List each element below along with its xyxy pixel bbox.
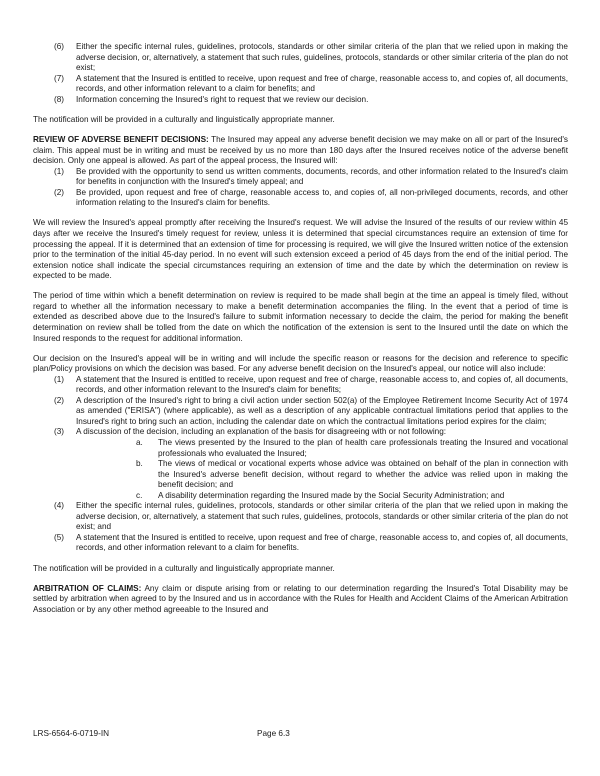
- list-item-text: Either the specific internal rules, guidelines, protocols, standards or other similar criteria of the plan that we relied upon in making the adverse decision, or, alternatively, a statement that such rules, guidelines, protocols, standards or other similar criteria of the plan do not exist;: [76, 42, 568, 73]
- list-marker: (7): [54, 73, 65, 83]
- paragraph-spacer: [33, 209, 568, 219]
- continued-numbered-list: [54, 42, 568, 105]
- list-marker: (2): [54, 395, 65, 405]
- list-marker: (1): [54, 374, 65, 384]
- list-item-text: A description of the Insured's right to bring a civil action under section 502(a) of the Employee Retirement Income Security Act of 1974 as amended ("ERISA") (where applicable), as well as a description of any applicable contractual limitations period that applies to the Insured's right to bring such an action, including the calendar date on which the contractual limitations period expires for the claim;: [76, 395, 568, 426]
- notification-paragraph-1: The notification will be provided in a culturally and linguistically appropriate manner.: [33, 114, 335, 124]
- decision-notice-list: [54, 375, 568, 554]
- list-item: [54, 74, 568, 95]
- review-appeal-list: [54, 167, 568, 209]
- review-section-intro-text: The Insured may appeal any adverse benefit decision we may make on all or part of the Insured's claim. This appeal must be in writing and must be received by us no more than 180 days after the Insured receives notice of the adverse benefit decision. Only one appeal is allowed. As part of the appeal process, the Insured will:: [33, 135, 568, 166]
- paragraph-spacer: [33, 105, 568, 115]
- arbitration-section-heading: ARBITRATION OF CLAIMS:: [33, 583, 142, 593]
- list-item: [54, 501, 568, 533]
- review-timing-paragraph: We will review the Insured's appeal promptly after receiving the Insured's request. We will advise the Insured of the results of our review within 45 days after we receive the Insured's timely request for review, unless it is determined that special circumstances require an extension of time for processing the appeal. If it is determined that an extension of time for processing is required, we will give the Insured written notice of the extension prior to the termination of the initial 45-day period. In no event will such extension exceed a period of 45 days from the end of the initial period. The extension notice shall indicate the special circumstances requiring an extension of time and the date by which the determination on review is expected to be made.: [33, 218, 568, 281]
- list-item-text: Information concerning the Insured's right to request that we review our decision.: [76, 94, 369, 104]
- list-marker: (8): [54, 94, 65, 104]
- decision-section-intro: Our decision on the Insured's appeal will be in writing and will include the specific reason or reasons for the decision and reference to specific plan/Policy provisions on which the decision was based. For any adverse benefit decision on the Insured's appeal, our notice will also include:: [33, 353, 568, 374]
- sub-list-item-text: The views presented by the Insured to the plan of health care professionals treating the Insured and vocational professionals who evaluated the Insured;: [158, 438, 568, 458]
- arbitration-section: [33, 584, 568, 616]
- arbitration-section-text: Any claim or dispute arising from or relating to our determination regarding the Insured's Total Disability may be settled by arbitration when agreed to by the Insured and us in accordance with the Rules for Health and Accident Claims of the American Arbitration Association or by any other method agreeable to the Insured and: [33, 583, 568, 614]
- list-marker: (2): [54, 187, 65, 197]
- list-item: [54, 188, 568, 209]
- list-item-text: Be provided, upon request and free of charge, reasonable access to, and copies of, all non-privileged documents, records, and other information relating to the Insured's claim for benefits.: [76, 187, 568, 208]
- list-item-text: A discussion of the decision, including an explanation of the basis for disagreeing with or not following:: [76, 427, 447, 437]
- list-item: [54, 533, 568, 554]
- list-item: [54, 396, 568, 428]
- sub-list-item: [136, 438, 568, 459]
- list-item: [54, 427, 568, 501]
- page-footer: [33, 729, 568, 740]
- sub-list-item: [136, 491, 568, 502]
- paragraph-spacer: [33, 554, 568, 564]
- decision-sub-list: [136, 438, 568, 501]
- list-marker: (6): [54, 42, 65, 51]
- sub-list-marker: b.: [136, 459, 143, 469]
- list-item-text: A statement that the Insured is entitled to receive, upon request and free of charge, reasonable access to, and copies of, all documents, records, and other information relevant to a claim for benefits.: [76, 532, 568, 553]
- sub-list-item-text: The views of medical or vocational experts whose advice was obtained on behalf of the plan in connection with the Insured's adverse benefit decision, without regard to whether the advice was relied upon in making the benefit decision; and: [158, 459, 568, 490]
- page-number: Page 6.3: [257, 729, 290, 738]
- review-section-heading: REVIEW OF ADVERSE BENEFIT DECISIONS:: [33, 135, 209, 145]
- sub-list-item: [136, 459, 568, 491]
- sub-list-marker: c.: [136, 490, 143, 500]
- sub-list-item-text: A disability determination regarding the Insured made by the Social Security Administration; and: [158, 490, 505, 500]
- tolling-paragraph: The period of time within which a benefit determination on review is required to be made shall begin at the time an appeal is timely filed, without regard to whether all the information necessary to make a benefit determination accompanies the filing. In the event that a period of time is extended as described above due to the Insured's failure to submit information necessary to decide the claim, the period for making the benefit determination on review shall be tolled from the date on which the notification of the extension is sent to the Insured until the date on which the Insured responds to the request for additional information.: [33, 291, 568, 343]
- list-item-text: A statement that the Insured is entitled to receive, upon request and free of charge, reasonable access to, and copies of, all documents, records, and other information relevant to the Insured's claim for benefits;: [76, 374, 568, 395]
- form-number: LRS-6564-6-0719-IN: [33, 729, 110, 738]
- notification-paragraph-2: The notification will be provided in a culturally and linguistically appropriate manner.: [33, 563, 335, 573]
- list-item: [54, 167, 568, 188]
- document-body: [33, 42, 568, 615]
- list-marker: (5): [54, 532, 65, 542]
- sub-list-marker: a.: [136, 438, 143, 448]
- list-item: [54, 375, 568, 396]
- list-item-text: Be provided with the opportunity to send us written comments, documents, records, and other information related to the Insured's claim for benefits in conjunction with the Insured's timely appeal; and: [76, 166, 568, 187]
- list-item: [54, 95, 568, 106]
- list-marker: (3): [54, 427, 65, 437]
- list-item: [54, 42, 568, 74]
- review-section-intro: [33, 135, 568, 167]
- list-item-text: Either the specific internal rules, guidelines, protocols, standards or other similar criteria of the plan that we relied upon in making the adverse decision, or, alternatively, a statement that such rules, guidelines, protocols, standards or other similar criteria of the plan do not exist; and: [76, 501, 568, 532]
- list-item-text: A statement that the Insured is entitled to receive, upon request and free of charge, reasonable access to, and copies of, all documents, records, and other information relevant to a claim for benefits; and: [76, 73, 568, 94]
- list-marker: (4): [54, 501, 65, 511]
- list-marker: (1): [54, 166, 65, 176]
